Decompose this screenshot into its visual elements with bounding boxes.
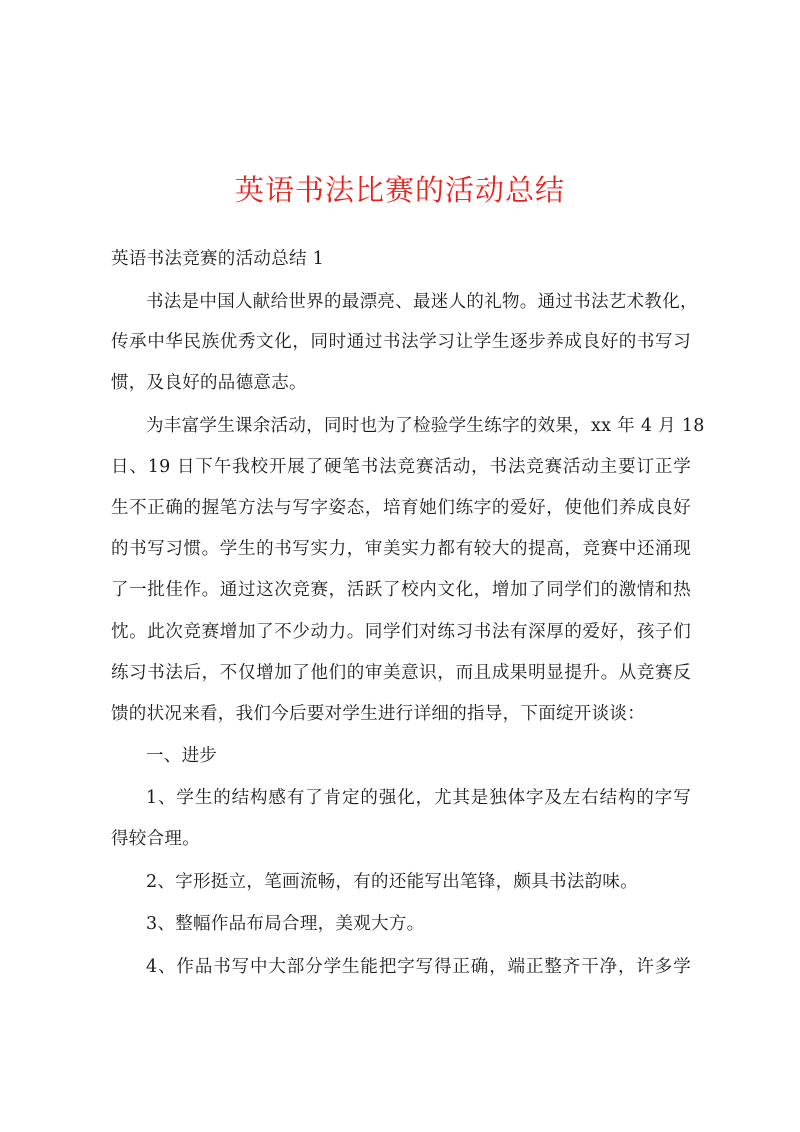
paragraph-line: 馈的状况来看，我们今后要对学生进行详细的指导，下面绽开谈谈： bbox=[111, 704, 645, 724]
section-heading: 英语书法竞赛的活动总结 1 bbox=[111, 249, 325, 269]
paragraph-line: 传承中华民族优秀文化，同时通过书法学习让学生逐步养成良好的书写习 bbox=[111, 332, 691, 352]
document-title: 英语书法比赛的活动总结 bbox=[234, 173, 565, 207]
paragraph-line: 惯，及良好的品德意志。 bbox=[111, 373, 307, 393]
list-item: 3、整幅作品布局合理，美观大方。 bbox=[146, 914, 425, 934]
paragraph-line: 书法是中国人献给世界的最漂亮、最迷人的礼物。通过书法艺术教化， bbox=[146, 292, 698, 312]
paragraph-line: 的书写习惯。学生的书写实力，审美实力都有较大的提高，竞赛中还涌现 bbox=[111, 539, 691, 559]
list-item: 4、作品书写中大部分学生能把字写得正确，端正整齐干净，许多学 bbox=[146, 957, 691, 977]
list-item: 2、字形挺立，笔画流畅，有的还能写出笔锋，颇具书法韵味。 bbox=[146, 872, 639, 892]
paragraph-line: 了一批佳作。通过这次竞赛，活跃了校内文化，增加了同学们的激情和热 bbox=[111, 580, 691, 600]
list-item: 得较合理。 bbox=[111, 829, 200, 849]
list-heading: 一、进步 bbox=[146, 746, 218, 766]
list-item: 1、学生的结构感有了肯定的强化，尤其是独体字及左右结构的字写 bbox=[146, 788, 691, 808]
paragraph-line: 日、19 日下午我校开展了硬笔书法竞赛活动，书法竞赛活动主要订正学 bbox=[111, 457, 691, 477]
paragraph-line: 练习书法后，不仅增加了他们的审美意识，而且成果明显提升。从竞赛反 bbox=[111, 663, 691, 683]
paragraph-line: 生不正确的握笔方法与写字姿态，培育她们练字的爱好，使他们养成良好 bbox=[111, 498, 691, 518]
paragraph-line: 为丰富学生课余活动，同时也为了检验学生练字的效果，xx 年 4 月 18 bbox=[146, 416, 705, 436]
paragraph-line: 忱。此次竞赛增加了不少动力。同学们对练习书法有深厚的爱好，孩子们 bbox=[111, 622, 691, 642]
